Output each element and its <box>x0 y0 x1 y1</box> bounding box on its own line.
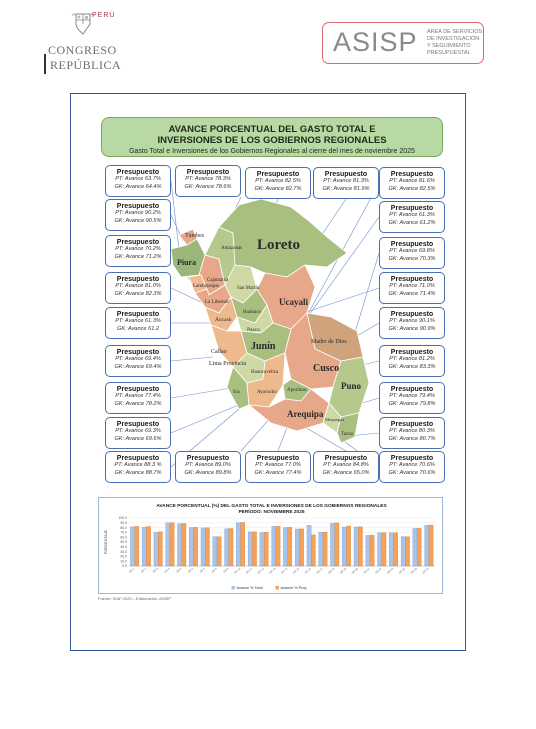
card-pt-value: PT: Avance 82.5% <box>255 178 301 184</box>
x-tick-label: GR 11 <box>245 567 253 575</box>
y-axis-label: PORCENTAJE <box>104 530 108 554</box>
budget-card <box>105 165 171 197</box>
card-title: Presupuesto <box>116 169 160 176</box>
map-label-puno: Puno <box>341 381 362 391</box>
card-pt-value: PT: Avance 69.8% <box>389 248 435 254</box>
bar-total <box>154 532 158 566</box>
bar-proy <box>264 532 268 566</box>
y-tick-label: 70.0 <box>120 530 127 535</box>
bar-total <box>378 533 382 566</box>
x-tick-label: GR 22 <box>374 567 383 575</box>
card-title: Presupuesto <box>390 349 434 356</box>
card-title: Presupuesto <box>256 171 300 178</box>
card-gk-value: GK: Avance 82.7% <box>254 185 302 192</box>
card-pt-value: PT: Avance 90.2% <box>115 210 161 216</box>
budget-card <box>379 201 445 233</box>
y-tick-label: 30.0 <box>120 549 127 554</box>
map-label-madre-de-dios: Madre de Dios <box>311 339 347 345</box>
card-gk-value: GK: Avance 61.2 <box>117 325 159 332</box>
y-tick-label: 60.0 <box>120 535 127 540</box>
congreso-logo <box>46 8 122 72</box>
card-pt-value: PT: Avance 79.4% <box>389 393 435 399</box>
chart-panel <box>98 497 443 669</box>
bar-proy <box>217 537 221 566</box>
budget-card <box>379 167 445 199</box>
card-gk-value: GK: Avance 81.9% <box>322 185 370 192</box>
budget-card <box>379 307 445 339</box>
legend-swatch <box>276 586 280 590</box>
asisp-description: ÁREA DE SERVICIOS DE INVESTIGACIÓN Y SEGUIMIENTO PRESUPUESTAL <box>427 29 483 56</box>
card-pt-value: PT: Avance 90.1% <box>389 318 435 324</box>
card-gk-value: GK: Avance 70.3% <box>388 255 436 262</box>
card-gk-value: GK: Avance 80.7% <box>388 435 436 442</box>
bar-chart <box>99 498 444 595</box>
card-gk-value: GK: Avance 78.6% <box>184 183 232 190</box>
bar-proy <box>382 533 386 566</box>
bar-total <box>272 526 276 566</box>
card-gk-value: GK: Avance 88.7% <box>114 469 162 476</box>
card-gk-value: GK: Avance 64.4% <box>114 183 162 190</box>
card-title: Presupuesto <box>116 421 160 428</box>
bar-proy <box>193 527 197 566</box>
source-note: Fuente: SIAF 2025 – Elaboración: ASISP <box>98 596 171 601</box>
budget-card <box>105 235 171 267</box>
card-pt-value: PT: Avance 84.8% <box>323 462 369 468</box>
bar-total <box>330 523 334 566</box>
card-title: Presupuesto <box>116 386 160 393</box>
card-gk-value: GK: Avance 82.5% <box>388 185 436 192</box>
card-pt-value: PT: Avance 70.6% <box>389 462 435 468</box>
card-pt-value: PT: Avance 70.2% <box>115 246 161 252</box>
budget-card <box>379 382 445 414</box>
x-tick-label: GR 17 <box>315 567 324 575</box>
x-tick-label: GR 15 <box>292 567 301 575</box>
map-subtitle: Gasto Total e Inversiones de los Gobiernos Regionales al cierre del mes de noviembre 2025 <box>129 148 415 155</box>
bar-proy <box>146 526 150 566</box>
bar-proy <box>429 525 433 566</box>
map-label-huancavelica: Huancavelica <box>251 370 279 375</box>
bar-total <box>342 527 346 566</box>
republica-text: REPÚBLICA <box>50 58 122 72</box>
country-label: PERÚ <box>92 12 116 19</box>
x-tick-label: GR 6 <box>187 567 195 574</box>
x-tick-label: GR 18 <box>327 567 336 575</box>
y-tick-label: 100.0 <box>118 516 127 521</box>
bar-proy <box>335 523 339 566</box>
map-label-ucayali: Ucayali <box>279 297 308 307</box>
card-gk-value: GK: Avance 61.2% <box>388 219 436 226</box>
card-pt-value: PT: Avance 71.0% <box>389 283 435 289</box>
x-tick-label: GR 7 <box>199 567 206 574</box>
y-tick-label: 90.0 <box>120 521 127 525</box>
map-label-amazonas: Amazonas <box>221 246 243 251</box>
card-gk-value: GK: Avance 69.4% <box>114 363 162 370</box>
map-label-san-mart-n: San Martín <box>237 286 260 291</box>
card-pt-value: PT: Avance 78.3% <box>185 176 231 182</box>
y-tick-label: 40.0 <box>120 545 127 549</box>
budget-card <box>105 272 171 304</box>
bar-total <box>283 527 287 566</box>
bar-total <box>260 532 264 566</box>
card-title: Presupuesto <box>390 311 434 318</box>
map-label-tacna: Tacna <box>341 432 353 437</box>
map-label-ayacucho: Ayacucho <box>257 390 277 395</box>
bar-total <box>354 527 358 566</box>
card-gk-value: GK: Avance 90.9% <box>388 325 436 332</box>
budget-card <box>245 167 311 199</box>
regional-map-panel <box>101 117 443 485</box>
budget-card <box>379 451 445 483</box>
budget-card <box>105 345 171 377</box>
congreso-text: CONGRESO <box>48 43 117 57</box>
budget-card <box>379 417 445 449</box>
card-title: Presupuesto <box>116 455 160 462</box>
x-tick-label: GR 3 <box>152 567 159 574</box>
map-label-arequipa: Arequipa <box>287 409 324 419</box>
card-pt-value: PT: Avance 88.3 % <box>114 462 162 468</box>
card-title: Presupuesto <box>116 203 160 210</box>
map-title-box <box>101 117 443 157</box>
bar-proy <box>394 533 398 566</box>
x-tick-label: GR 10 <box>233 567 242 575</box>
bar-total <box>366 535 370 566</box>
bar-total <box>189 527 193 566</box>
bar-proy <box>252 532 256 566</box>
bar-total <box>225 529 229 566</box>
card-gk-value: GK: Avance 71.4% <box>388 290 436 297</box>
bar-total <box>401 537 405 566</box>
card-title: Presupuesto <box>116 349 160 356</box>
x-tick-label: GR 4 <box>164 567 171 574</box>
card-title: Presupuesto <box>390 171 434 178</box>
card-gk-value: GK: Avance 69.6% <box>114 435 162 442</box>
card-title: Presupuesto <box>324 455 368 462</box>
card-gk-value: GK: Avance 77.4% <box>254 469 302 476</box>
y-tick-label: 50.0 <box>120 540 127 545</box>
map-label-moquegua: Moquegua <box>325 417 345 422</box>
budget-card <box>105 382 171 414</box>
bar-proy <box>346 526 350 566</box>
card-gk-value: GK: Avance 71.2% <box>114 253 162 260</box>
legend-label: Avance % Total <box>236 586 263 590</box>
bar-proy <box>299 529 303 566</box>
map-label--ncash: Áncash <box>215 317 232 323</box>
map-label-lambayeque: Lambayeque <box>193 284 219 289</box>
card-connector <box>171 357 213 361</box>
x-tick-label: GR 1 <box>128 567 136 574</box>
card-pt-value: PT: Avance 61.3% <box>115 318 161 324</box>
bar-proy <box>323 532 327 566</box>
asisp-logo <box>322 22 484 64</box>
logo-divider <box>44 54 46 74</box>
budget-card <box>105 199 171 231</box>
x-tick-label: GR 9 <box>222 567 230 574</box>
bar-total <box>319 532 323 566</box>
x-tick-label: GR 23 <box>386 567 395 575</box>
bar-proy <box>135 526 139 566</box>
bar-proy <box>311 535 315 566</box>
bar-total <box>130 527 134 566</box>
bar-total <box>201 528 205 566</box>
map-label-callao: Callao <box>211 349 227 355</box>
card-gk-value: GK: Avance 90.5% <box>114 217 162 224</box>
bar-proy <box>370 535 374 566</box>
legend-swatch <box>232 586 236 590</box>
map-label-cajamarca: Cajamarca <box>207 278 229 283</box>
card-title: Presupuesto <box>390 386 434 393</box>
x-tick-label: GR 2 <box>140 567 148 574</box>
bar-proy <box>405 537 409 566</box>
x-tick-label: GR 24 <box>398 567 406 575</box>
bar-total <box>177 524 181 566</box>
card-pt-value: PT: Avance 69.3% <box>115 428 161 434</box>
card-pt-value: PT: Avance 61.3% <box>389 212 435 218</box>
x-tick-label: GR 13 <box>268 567 277 575</box>
bar-total <box>213 537 217 566</box>
bar-proy <box>229 528 233 566</box>
budget-card <box>379 345 445 377</box>
map-label-tumbes: Tumbes <box>185 233 205 239</box>
card-pt-value: PT: Avance 80.3% <box>389 428 435 434</box>
budget-card <box>105 417 171 449</box>
chart-title: AVANCE PORCENTUAL (%) DEL GASTO TOTAL E INVERSIONES DE LOS GOBIERNOS REGIONALES <box>156 504 387 509</box>
card-title: Presupuesto <box>116 239 160 246</box>
card-title: Presupuesto <box>390 241 434 248</box>
budget-card <box>105 307 171 339</box>
card-gk-value: GK: Avance 70.6% <box>388 469 436 476</box>
card-title: Presupuesto <box>116 311 160 318</box>
card-title: Presupuesto <box>256 455 300 462</box>
bar-proy <box>288 527 292 566</box>
map-label-apur-mac: Apurímac <box>287 388 307 393</box>
card-gk-value: GK: Avance 89.8% <box>184 469 232 476</box>
card-title: Presupuesto <box>390 421 434 428</box>
bar-total <box>295 529 299 566</box>
card-title: Presupuesto <box>390 205 434 212</box>
card-pt-value: PT: Avance 81.6% <box>389 178 435 184</box>
bar-chart-frame <box>98 497 443 594</box>
bar-proy <box>358 527 362 566</box>
asisp-acronym: ASISP <box>333 27 418 57</box>
map-label-jun-n: Junín <box>251 341 276 352</box>
card-gk-value: GK: Avance 65.0% <box>322 469 370 476</box>
budget-card <box>379 237 445 269</box>
map-label-la-libertad: La Libertad <box>205 300 229 305</box>
bar-total <box>307 525 311 566</box>
x-tick-label: GR 26 <box>421 567 430 575</box>
card-pt-value: PT: Avance 89.0% <box>185 462 231 468</box>
budget-card <box>313 167 379 199</box>
bar-total <box>413 528 417 566</box>
y-tick-label: 0.0 <box>122 564 127 569</box>
x-tick-label: GR 16 <box>304 567 312 575</box>
card-title: Presupuesto <box>324 171 368 178</box>
y-tick-label: 10.0 <box>120 559 127 564</box>
bar-proy <box>241 522 245 566</box>
card-pt-value: PT: Avance 77.0% <box>255 462 301 468</box>
card-gk-value: GK: Avance 83.3% <box>388 363 436 370</box>
map-label-lima-provincia: Lima Provincia <box>209 361 247 367</box>
card-pt-value: PT: Avance 81.2% <box>389 356 435 362</box>
bar-proy <box>417 528 421 566</box>
map-label-ica: Ica <box>233 389 240 395</box>
page-header <box>0 0 536 80</box>
card-pt-value: PT: Avance 69.4% <box>115 356 161 362</box>
bar-total <box>142 527 146 566</box>
bar-total <box>389 533 393 566</box>
bar-total <box>425 525 429 566</box>
card-title: Presupuesto <box>390 276 434 283</box>
x-tick-label: GR 20 <box>351 567 359 575</box>
budget-card <box>379 272 445 304</box>
bar-proy <box>170 523 174 566</box>
map-label-hu-nuco: Huánuco <box>243 310 262 315</box>
budget-card <box>313 451 379 483</box>
card-title: Presupuesto <box>186 455 230 462</box>
map-label-piura: Piura <box>177 258 197 267</box>
budget-card <box>245 451 311 483</box>
card-connector <box>171 387 237 398</box>
card-pt-value: PT: Avance 81.3% <box>323 178 369 184</box>
budget-card <box>175 451 241 483</box>
x-tick-label: GR 25 <box>410 567 418 575</box>
map-label-cusco: Cusco <box>313 363 340 374</box>
map-label-loreto: Loreto <box>257 237 301 253</box>
legend-label: Avance % Proy. <box>280 586 308 590</box>
card-pt-value: PT: Avance 63.7% <box>115 176 161 182</box>
x-tick-label: GR 19 <box>339 567 348 575</box>
x-tick-label: GR 12 <box>257 567 265 575</box>
bar-total <box>166 523 170 566</box>
budget-card <box>105 451 171 483</box>
card-title: Presupuesto <box>186 169 230 176</box>
bar-proy <box>158 532 162 566</box>
card-title: Presupuesto <box>116 276 160 283</box>
card-gk-value: GK: Avance 78.2% <box>114 400 162 407</box>
y-tick-label: 20.0 <box>120 554 127 559</box>
bar-total <box>248 532 252 566</box>
chart-subtitle: PERÍODO: NOVIEMBRE 2025 <box>238 510 305 515</box>
bar-total <box>236 523 240 566</box>
budget-card <box>175 165 241 197</box>
card-title: Presupuesto <box>390 455 434 462</box>
bar-proy <box>276 526 280 566</box>
bar-proy <box>205 528 209 566</box>
card-gk-value: GK: Avance 79.8% <box>388 400 436 407</box>
map-title: AVANCE PORCENTUAL DEL GASTO TOTAL E INVERSIONES DE LOS GOBIERNOS REGIONALES <box>157 124 387 146</box>
x-tick-label: GR 8 <box>211 567 218 574</box>
x-tick-label: GR 21 <box>363 567 371 575</box>
bar-proy <box>182 523 186 566</box>
x-tick-label: GR 5 <box>175 567 183 574</box>
card-gk-value: GK: Avance 82.3% <box>114 290 162 297</box>
y-tick-label: 80.0 <box>120 525 127 530</box>
card-pt-value: PT: Avance 77.4% <box>115 393 161 399</box>
card-pt-value: PT: Avance 81.0% <box>115 283 161 289</box>
x-tick-label: GR 14 <box>280 567 289 575</box>
map-label-pasco: Pasco <box>247 327 260 333</box>
